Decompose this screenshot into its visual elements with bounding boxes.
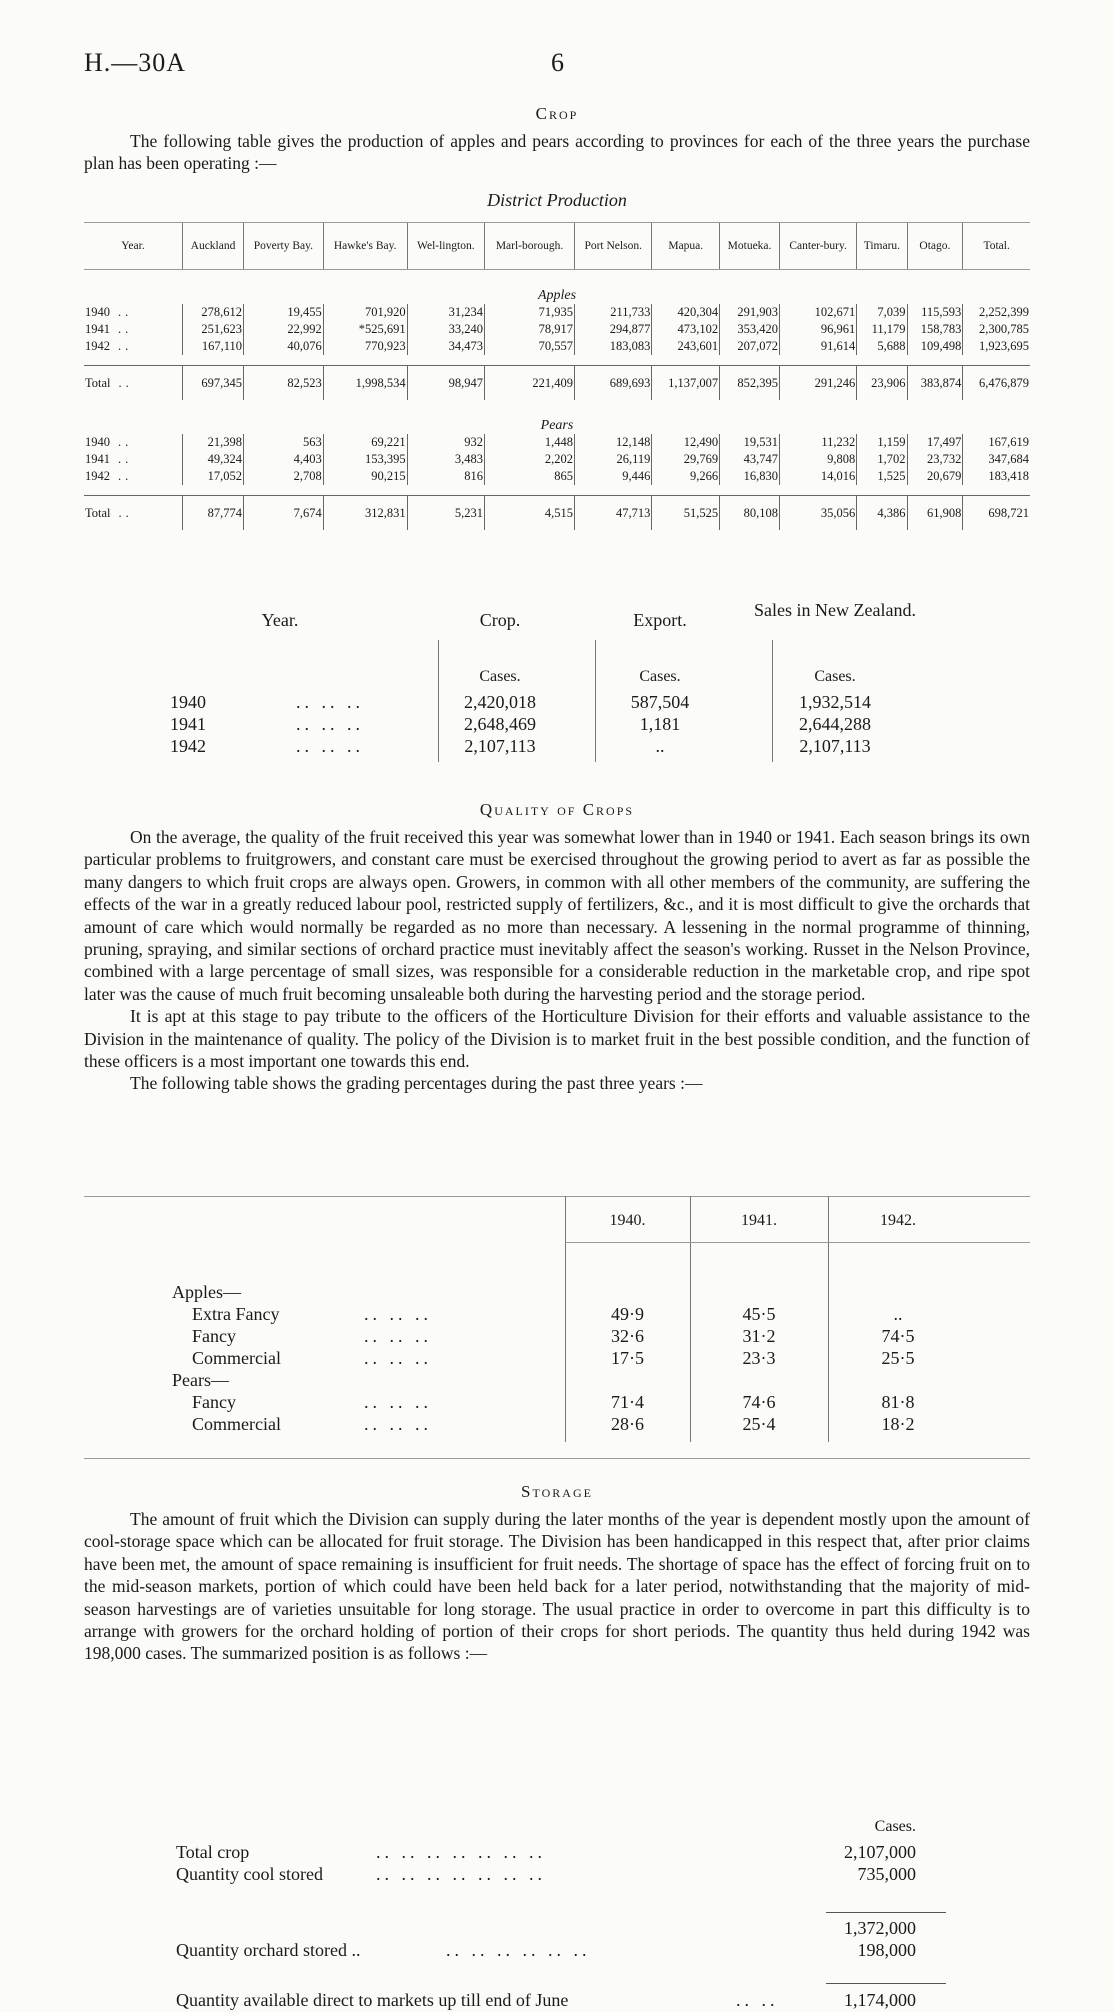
section-caption: Apples (537, 288, 577, 303)
year-cell (84, 451, 183, 468)
position-label: Quantity orchard stored .. (176, 1940, 361, 1960)
value-cell: 9,266 (652, 468, 720, 485)
section-caption-row (84, 270, 1030, 305)
table-row (84, 434, 1030, 451)
table-row (84, 321, 1030, 338)
value-cell: 1,448 (485, 434, 575, 451)
spacer-row (84, 485, 1030, 496)
summary-sales: 2,644,288 (799, 714, 871, 734)
col-header: Year. (84, 223, 183, 270)
position-value: 198,000 (857, 1940, 916, 1960)
crop-heading: Crop (535, 104, 579, 123)
grade-value: 23·3 (742, 1348, 776, 1368)
year-cell (84, 366, 183, 401)
value-cell: 31,234 (407, 304, 484, 321)
value-cell: 70,557 (485, 338, 575, 355)
grade-value: 18·2 (881, 1414, 915, 1434)
value-cell: 21,398 (183, 434, 244, 451)
value-cell: 43,747 (720, 451, 780, 468)
col-header: Port Nelson. (575, 223, 652, 270)
table-row (84, 496, 1030, 531)
leader-dots: .. (118, 452, 133, 466)
col-header: Timaru. (857, 223, 907, 270)
leader-dots: .. (118, 339, 133, 353)
position-value: 1,372,000 (844, 1918, 916, 1938)
crop-intro: The following table gives the production of apples and pears according to provinces for each of the three years the purchase plan has been operating :— (84, 131, 1030, 174)
section-caption-row (84, 400, 1030, 434)
value-cell: 96,961 (779, 321, 856, 338)
value-cell: 852,395 (720, 366, 780, 401)
paragraph: The following table shows the grading percentages during the past three years :— (130, 1073, 703, 1094)
table-row (84, 366, 1030, 401)
value-cell: 770,923 (323, 338, 407, 355)
year-label: 1941 (85, 452, 110, 466)
value-cell: 1,702 (857, 451, 907, 468)
value-cell: 19,455 (244, 304, 324, 321)
summary-sales: 1,932,514 (799, 692, 871, 712)
year-cell (84, 468, 183, 485)
grade-label: Extra Fancy (192, 1304, 280, 1324)
value-cell: 2,202 (485, 451, 575, 468)
year-label: 1942 (85, 339, 110, 353)
value-cell: 33,240 (407, 321, 484, 338)
value-cell: 243,601 (652, 338, 720, 355)
value-cell: 90,215 (323, 468, 407, 485)
value-cell: 1,137,007 (652, 366, 720, 401)
value-cell: 1,159 (857, 434, 907, 451)
value-cell: 473,102 (652, 321, 720, 338)
leader-dots: .. .. .. .. .. .. (446, 1940, 591, 1960)
value-cell: 12,148 (575, 434, 652, 451)
summary-year: 1940 (170, 692, 206, 712)
value-cell: 207,072 (720, 338, 780, 355)
value-cell: 80,108 (720, 496, 780, 531)
value-cell: 4,403 (244, 451, 324, 468)
value-cell: 183,418 (963, 468, 1030, 485)
storage-heading: Storage (521, 1482, 593, 1501)
col-header: Canter-bury. (779, 223, 856, 270)
value-cell: 9,808 (779, 451, 856, 468)
value-cell: 47,713 (575, 496, 652, 531)
unit-label: Cases. (479, 668, 521, 685)
value-cell: 3,483 (407, 451, 484, 468)
value-cell: 9,446 (575, 468, 652, 485)
value-cell: 865 (485, 468, 575, 485)
grade-label: Fancy (192, 1326, 236, 1346)
grade-value: 28·6 (611, 1414, 644, 1434)
year-header: 1942. (880, 1212, 916, 1229)
value-cell: 7,674 (244, 496, 324, 531)
leader-dots: .. .. .. (364, 1348, 432, 1368)
summary-year: 1942 (170, 736, 206, 756)
leader-dots: .. .. .. (364, 1304, 432, 1324)
value-cell: 278,612 (183, 304, 244, 321)
value-cell: 1,923,695 (963, 338, 1030, 355)
value-cell: 22,992 (244, 321, 324, 338)
leader-dots: .. .. .. (364, 1392, 432, 1412)
value-cell: 71,935 (485, 304, 575, 321)
year-cell (84, 321, 183, 338)
value-cell: 251,623 (183, 321, 244, 338)
leader-dots: .. .. .. (364, 1326, 432, 1346)
leader-dots: .. .. .. (296, 736, 364, 756)
group-label: Pears— (172, 1370, 229, 1390)
value-cell: 158,783 (907, 321, 963, 338)
value-cell: 5,231 (407, 496, 484, 531)
value-cell: 2,300,785 (963, 321, 1030, 338)
rule (826, 1912, 946, 1913)
value-cell: 51,525 (652, 496, 720, 531)
unit-label: Cases. (874, 1818, 916, 1835)
unit-label: Cases. (639, 668, 681, 685)
rule (826, 1983, 946, 1984)
position-line (176, 1918, 946, 1940)
value-cell: 11,179 (857, 321, 907, 338)
value-cell: 17,052 (183, 468, 244, 485)
group-label: Apples— (172, 1282, 241, 1302)
grade-value: 25·5 (881, 1348, 915, 1368)
value-cell: 353,420 (720, 321, 780, 338)
unit-label: Cases. (814, 668, 856, 685)
value-cell: 16,830 (720, 468, 780, 485)
value-cell: 1,998,534 (323, 366, 407, 401)
value-cell: 23,732 (907, 451, 963, 468)
leader-dots: .. .. .. (296, 714, 364, 734)
table-row (84, 304, 1030, 321)
value-cell: 34,473 (407, 338, 484, 355)
quality-heading: Quality of Crops (479, 800, 635, 819)
summary-export: 1,181 (639, 714, 681, 734)
position-line (176, 1940, 946, 1962)
year-label: Total (85, 505, 111, 520)
spacer-row (84, 355, 1030, 366)
leader-dots: .. (118, 435, 133, 449)
value-cell: 563 (244, 434, 324, 451)
value-cell: 932 (407, 434, 484, 451)
value-cell: 4,515 (485, 496, 575, 531)
summary-export: 587,504 (630, 692, 690, 712)
rule (84, 1196, 1030, 1197)
grade-value: 74·5 (881, 1326, 915, 1346)
col-header: Auckland (183, 223, 244, 270)
value-cell: 294,877 (575, 321, 652, 338)
year-label: 1941 (85, 322, 110, 336)
position-label: Quantity cool stored (176, 1864, 323, 1884)
leader-dots: .. .. .. (296, 692, 364, 712)
year-header: 1941. (741, 1212, 777, 1229)
year-cell (84, 496, 183, 531)
value-cell: 383,874 (907, 366, 963, 401)
position-value: 2,107,000 (844, 1842, 916, 1862)
value-cell: 291,246 (779, 366, 856, 401)
value-cell: 11,232 (779, 434, 856, 451)
summary-crop: 2,107,113 (464, 736, 536, 756)
col-header: Poverty Bay. (244, 223, 324, 270)
value-cell: 12,490 (652, 434, 720, 451)
value-cell: 6,476,879 (963, 366, 1030, 401)
value-cell: 312,831 (323, 496, 407, 531)
storage-text: The amount of fruit which the Division can supply during the later months of the year is dependent mostly upon the amount of cool-storage space which can be allocated for fruit storage. The Division has been handicapped in this respect that, after prior claims have been met, the amount of space remaining is insufficient for fruit needs. The shortage of space has the effect of forcing fruit on to the mid-season markets, portion of which could have been held back for a later period, notwithstanding that the majority of mid-season harvestings are of varieties unsuitable for long storage. The usual practice in order to overcome in part this difficulty is to arrange with growers for the orchard holding of portion of their crops for short periods. The quantity thus held during 1942 was 198,000 cases. The summarized position is as follows :— (84, 1509, 1030, 1664)
value-cell: 14,016 (779, 468, 856, 485)
value-cell: *525,691 (323, 321, 407, 338)
grade-value: 45·5 (742, 1304, 776, 1324)
value-cell: 61,908 (907, 496, 963, 531)
value-cell: 2,252,399 (963, 304, 1030, 321)
quality-text (84, 826, 1030, 1095)
district-production-caption: District Production (487, 190, 627, 210)
col-header: Total. (963, 223, 1030, 270)
value-cell: 115,593 (907, 304, 963, 321)
value-cell: 40,076 (244, 338, 324, 355)
grade-value: 81·8 (881, 1392, 915, 1412)
summary-header-sales: Sales in New Zealand. (754, 600, 916, 620)
value-cell: 816 (407, 468, 484, 485)
position-label: Quantity available direct to markets up till end of June (176, 1990, 569, 2010)
value-cell: 167,619 (963, 434, 1030, 451)
value-cell: 87,774 (183, 496, 244, 531)
position-value: 735,000 (857, 1864, 916, 1884)
year-cell (84, 338, 183, 355)
value-cell: 69,221 (323, 434, 407, 451)
rule (84, 1458, 1030, 1459)
value-cell: 2,708 (244, 468, 324, 485)
value-cell: 23,906 (857, 366, 907, 401)
grade-value: 71·4 (611, 1392, 644, 1412)
summary-crop: 2,648,469 (464, 714, 536, 734)
paragraph: It is apt at this stage to pay tribute to the officers of the Horticulture Division for their efforts and valuable assistance to the Division in the maintenance of quality. The policy of the Division is to market fruit in the best possible condition, and the function of these officers is a most important one towards this end. (84, 1006, 1030, 1072)
grade-label: Fancy (192, 1392, 236, 1412)
district-production-body (84, 270, 1030, 531)
col-header: Marl-borough. (485, 223, 575, 270)
value-cell: 20,679 (907, 468, 963, 485)
position-line (176, 1990, 946, 2012)
value-cell: 211,733 (575, 304, 652, 321)
value-cell: 17,497 (907, 434, 963, 451)
grade-value: 17·5 (611, 1348, 644, 1368)
table-row (84, 338, 1030, 355)
leader-dots: .. .. .. .. .. .. .. (376, 1842, 546, 1862)
col-header: Hawke's Bay. (323, 223, 407, 270)
leader-dots: .. (118, 469, 133, 483)
year-cell (84, 434, 183, 451)
grade-value: 25·4 (742, 1414, 776, 1434)
year-label: Total (85, 375, 111, 390)
leader-dots: .. .. .. (364, 1414, 432, 1434)
value-cell: 98,947 (407, 366, 484, 401)
value-cell: 221,409 (485, 366, 575, 401)
value-cell: 4,386 (857, 496, 907, 531)
table-row (84, 468, 1030, 485)
value-cell: 347,684 (963, 451, 1030, 468)
value-cell: 420,304 (652, 304, 720, 321)
district-production-table (84, 222, 1030, 530)
col-header: Motueka. (720, 223, 780, 270)
leader-dots: .. (118, 505, 133, 520)
value-cell: 689,693 (575, 366, 652, 401)
value-cell: 78,917 (485, 321, 575, 338)
leader-dots: .. .. (736, 1990, 779, 2010)
value-cell: 183,083 (575, 338, 652, 355)
grade-value: 31·2 (742, 1326, 776, 1346)
value-cell: 19,531 (720, 434, 780, 451)
year-cell (84, 304, 183, 321)
grade-value: 49·9 (611, 1304, 644, 1324)
col-header: Wel-lington. (407, 223, 484, 270)
table-header-row (84, 223, 1030, 270)
leader-dots: .. (118, 305, 133, 319)
year-label: 1940 (85, 305, 110, 319)
paragraph: On the average, the quality of the fruit received this year was somewhat lower than in 1940 or 1941. Each season brings its own particular problems to fruitgrowers, and constant care must be exercised throughout the growing period to avert as far as possible the many dangers to which fruit crops are always open. Growers, in common with all other members of the community, are suffering the effects of the war in a greatly reduced labour pool, restricted supply of fertilizers, &c., and it is most difficult to give the orchards that amount of care which would normally be regarded as no more than necessary. A lessening in the normal programme of thinning, pruning, spraying, and similar sections of orchard practice must inevitably affect the season's working. Russet in the Nelson Province, combined with a large percentage of small sizes, was responsible for a considerable reduction in the marketable crop, and ripe spot later was the cause of much fruit becoming unsaleable both during the harvesting period and the storage period. (84, 827, 1030, 1004)
page-number: 6 (551, 48, 564, 77)
position-label: Total crop (176, 1842, 250, 1862)
year-label: 1942 (85, 469, 110, 483)
grade-label: Commercial (192, 1414, 281, 1434)
rule (565, 1242, 1030, 1243)
leader-dots: .. (118, 322, 133, 336)
year-header: 1940. (609, 1212, 646, 1229)
summary-sales: 2,107,113 (799, 736, 871, 756)
leader-dots: .. (118, 375, 133, 390)
value-cell: 7,039 (857, 304, 907, 321)
grade-value: 74·6 (742, 1392, 776, 1412)
value-cell: 701,920 (323, 304, 407, 321)
value-cell: 26,119 (575, 451, 652, 468)
grade-value: 32·6 (611, 1326, 644, 1346)
summary-header-year: Year. (261, 610, 299, 630)
value-cell: 153,395 (323, 451, 407, 468)
position-value: 1,174,000 (844, 1990, 916, 2010)
year-label: 1940 (85, 435, 110, 449)
summary-export: .. (655, 736, 665, 756)
value-cell: 49,324 (183, 451, 244, 468)
summary-header-crop: Crop. (479, 610, 521, 630)
value-cell: 109,498 (907, 338, 963, 355)
grade-label: Commercial (192, 1348, 281, 1368)
value-cell: 35,056 (779, 496, 856, 531)
value-cell: 698,721 (963, 496, 1030, 531)
value-cell: 167,110 (183, 338, 244, 355)
col-header: Mapua. (652, 223, 720, 270)
report-code: H.—30A (84, 48, 187, 77)
section-caption: Pears (540, 418, 574, 433)
value-cell: 1,525 (857, 468, 907, 485)
value-cell: 91,614 (779, 338, 856, 355)
table-row (84, 451, 1030, 468)
leader-dots: .. .. .. .. .. .. .. (376, 1864, 546, 1884)
value-cell: 102,671 (779, 304, 856, 321)
position-line (176, 1864, 946, 1886)
value-cell: 29,769 (652, 451, 720, 468)
value-cell: 5,688 (857, 338, 907, 355)
summary-year: 1941 (170, 714, 206, 734)
value-cell: 82,523 (244, 366, 324, 401)
summary-header-export: Export. (633, 610, 687, 630)
grade-value: .. (893, 1304, 903, 1324)
value-cell: 697,345 (183, 366, 244, 401)
position-line (176, 1842, 946, 1864)
col-header: Otago. (907, 223, 963, 270)
summary-crop: 2,420,018 (464, 692, 536, 712)
value-cell: 291,903 (720, 304, 780, 321)
